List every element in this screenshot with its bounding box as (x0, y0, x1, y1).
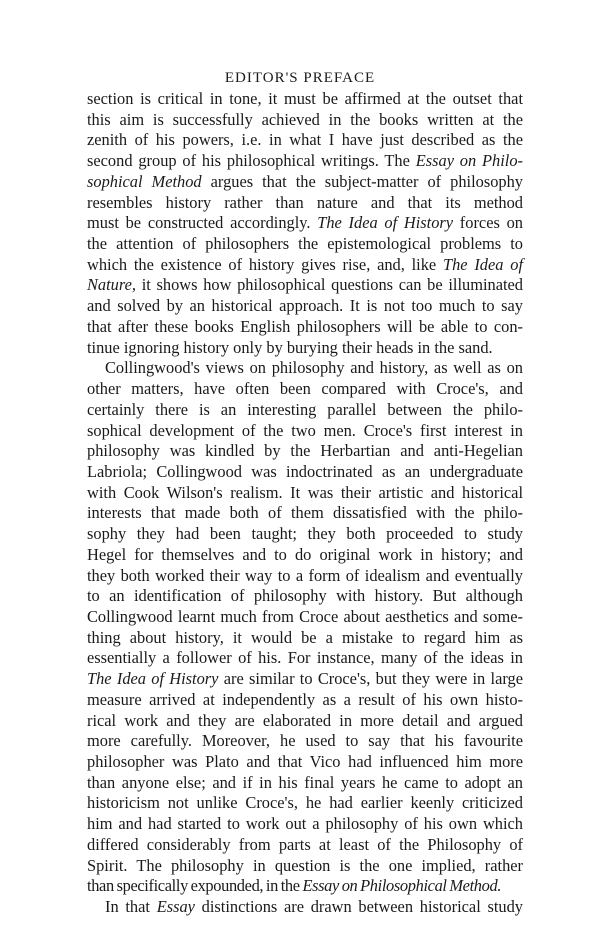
text-line: more carefully. Moreover, he used to say that his favourite (87, 731, 523, 751)
text-line: that after these books English philosophers will be able to con- (87, 316, 523, 336)
text-line: thing about history, it would be a mistake to regard him as (87, 627, 523, 647)
text-line: and solved by an historical approach. It is not too much to say (87, 296, 523, 316)
text-line: interests that made both of them dissatisfied with the philo- (87, 503, 523, 523)
text-line: zenith of his powers, i.e. in what I have just described as the (87, 130, 523, 150)
text-line: sophy they had been taught; they both proceeded to study (87, 524, 523, 544)
text-line: him and had started to work out a philosophy of his own which (87, 814, 523, 834)
text-line: sophical development of the two men. Croce's first interest in (87, 420, 523, 440)
text-line: essentially a follower of his. For instance, many of the ideas in (87, 648, 523, 668)
text-line: the attention of philosophers the epistemological problems to (87, 234, 523, 254)
text-line: philosophy was kindled by the Herbartian and anti-Hegelian (87, 441, 523, 461)
text-line: Nature, it shows how philosophical questions can be illuminated (87, 275, 523, 295)
text-line: they both worked their way to a form of idealism and eventually (87, 565, 523, 585)
text-line: second group of his philosophical writings. The Essay on Philo- (87, 151, 524, 171)
text-line: which the existence of history gives rise, and, like The Idea of (87, 254, 524, 274)
text-line: section is critical in tone, it must be affirmed at the outset that (87, 89, 523, 108)
text-line: In that Essay distinctions are drawn between historical study (105, 897, 523, 917)
text-line: Spirit. The philosophy in question is the one implied, rather (87, 855, 523, 875)
text-line: with Cook Wilson's realism. It was their artistic and historical (87, 482, 523, 502)
text-line: philosopher was Plato and that Vico had influenced him more (87, 752, 523, 771)
text-line: differed considerably from parts at least of the Philosophy of (87, 834, 523, 854)
text-line: Labriola; Collingwood was indoctrinated as an undergraduate (87, 461, 523, 481)
text-line: other matters, have often been compared with Croce's, and (87, 379, 523, 399)
text-line: certainly there is an interesting parallel between the philo- (87, 399, 523, 419)
text-line: measure arrived at independently as a result of his own histo- (87, 689, 523, 709)
text-line: than anyone else; and if in his final years he came to adopt an (87, 772, 523, 792)
text-line: Collingwood learnt much from Croce about aesthetics and some- (87, 606, 523, 626)
text-line: this aim is successfully achieved in the books written at the (87, 109, 523, 129)
text-line: Hegel for themselves and to do original work in history; and (87, 544, 523, 564)
text-line: must be constructed accordingly. The Idea of History forces on (87, 213, 523, 233)
text-line: rical work and they are elaborated in more detail and argued (87, 710, 523, 730)
running-head: EDITOR'S PREFACE (224, 70, 376, 86)
text-line: tinue ignoring history only by burying their heads in the sand. (87, 337, 493, 357)
text-line: than specifically expounded, in the Essay on Philosophical Method. (87, 876, 502, 896)
body-text (87, 89, 523, 918)
text-line: The Idea of History are similar to Croce's, but they were in large (87, 669, 523, 689)
text-line: Collingwood's views on philosophy and history, as well as on (105, 358, 523, 378)
text-line: historicism not unlike Croce's, he had earlier keenly criticized (87, 793, 523, 813)
text-line: resembles history rather than nature and that its method (87, 192, 523, 212)
text-line: sophical Method argues that the subject-matter of philosophy (87, 171, 523, 191)
text-line: to an identification of philosophy with history. But although (87, 586, 523, 606)
